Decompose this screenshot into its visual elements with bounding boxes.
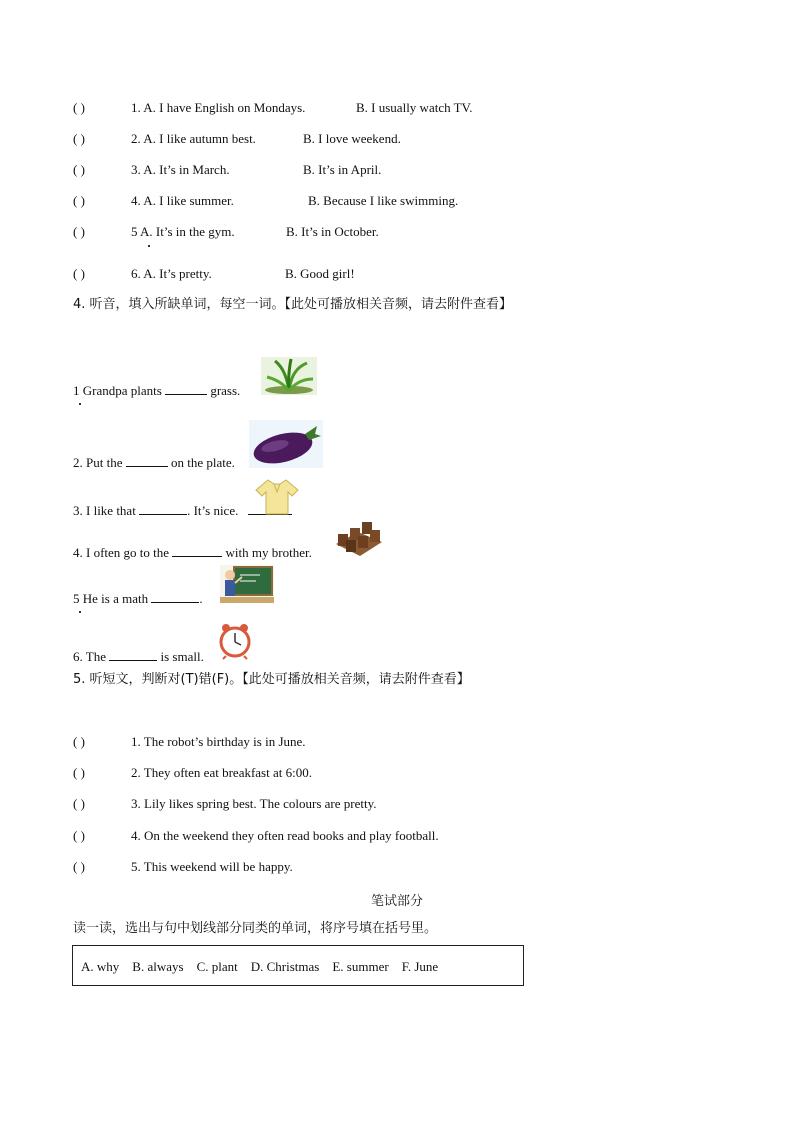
answer-blank[interactable]: [109, 648, 157, 661]
fill-item-5: 5 He is a math .: [73, 591, 203, 606]
tf-item-4: ( ) 4. On the weekend they often read books and play football.: [73, 828, 439, 843]
option-b: B. always: [132, 959, 184, 974]
answer-blank[interactable]: [139, 502, 187, 515]
option-e: E. summer: [332, 959, 389, 974]
shirt-icon: [254, 478, 300, 516]
option-a: 5 A. It’s in the gym.: [131, 224, 235, 239]
answer-paren[interactable]: ( ): [73, 859, 85, 874]
section-5-heading: 5. 听短文，判断对(T)错(F)。【此处可播放相关音频，请去附件查看】: [73, 672, 470, 687]
answer-paren[interactable]: ( ): [73, 266, 85, 281]
answer-paren[interactable]: ( ): [73, 796, 85, 811]
tf-item-5: ( ) 5. This weekend will be happy.: [73, 859, 293, 874]
option-b: B. I usually watch TV.: [356, 100, 473, 115]
fill-item-1: 1 Grandpa plants grass.: [73, 383, 241, 398]
choice-item-6: [73, 266, 355, 282]
teacher-icon: [220, 565, 274, 603]
answer-blank[interactable]: [172, 544, 222, 557]
alarm-clock-icon: [218, 622, 252, 660]
stray-dot: [79, 611, 81, 613]
eggplant-icon: [249, 420, 323, 468]
option-b: B. It’s in October.: [286, 224, 379, 239]
choice-item-3: [73, 162, 382, 178]
answer-paren[interactable]: ( ): [73, 162, 85, 177]
option-b: B. It’s in April.: [303, 162, 382, 177]
option-a: 1. A. I have English on Mondays.: [131, 100, 306, 115]
tf-item-1: ( ) 1. The robot’s birthday is in June.: [73, 734, 306, 749]
option-b: B. Good girl!: [285, 266, 355, 281]
grass-icon: [261, 357, 317, 395]
answer-paren[interactable]: ( ): [73, 765, 85, 780]
stray-dot: [79, 403, 81, 405]
library-books-icon: [332, 518, 384, 558]
answer-paren[interactable]: ( ): [73, 224, 85, 239]
word-options: [81, 959, 451, 975]
word-options-box: [72, 945, 524, 986]
option-b: B. I love weekend.: [303, 131, 401, 146]
answer-blank[interactable]: [165, 382, 207, 395]
fill-item-3: 3. I like that . It’s nice.: [73, 502, 292, 519]
written-part-title: 笔试部分: [370, 894, 423, 909]
choice-item-4: [73, 193, 459, 209]
option-f: F. June: [401, 959, 439, 974]
choice-item-2: [73, 131, 401, 147]
answer-paren[interactable]: ( ): [73, 131, 85, 146]
tf-item-3: ( ) 3. Lily likes spring best. The colours are pretty.: [73, 796, 377, 811]
option-d: D. Christmas: [250, 959, 320, 974]
answer-paren[interactable]: ( ): [73, 193, 85, 208]
choice-item-5: [73, 224, 379, 240]
tf-item-2: ( ) 2. They often eat breakfast at 6:00.: [73, 765, 312, 780]
option-b: B. Because I like swimming.: [308, 193, 459, 208]
fill-item-4: 4. I often go to the with my brother.: [73, 545, 312, 560]
option-a: 3. A. It’s in March.: [131, 162, 230, 177]
option-a: 2. A. I like autumn best.: [131, 131, 256, 146]
choice-item-1: [73, 100, 473, 116]
option-a: 4. A. I like summer.: [131, 193, 234, 208]
fill-item-2: 2. Put the on the plate.: [73, 455, 235, 470]
option-c: C. plant: [196, 959, 238, 974]
section-4-heading: 4. 听音，填入所缺单词，每空一词。【此处可播放相关音频，请去附件查看】: [73, 297, 513, 312]
fill-item-6: 6. The is small.: [73, 649, 204, 664]
answer-blank[interactable]: [151, 590, 199, 603]
option-a: A. why: [81, 959, 120, 974]
answer-paren[interactable]: ( ): [73, 828, 85, 843]
stray-dot: [148, 245, 150, 247]
answer-blank[interactable]: [126, 454, 168, 467]
answer-paren[interactable]: ( ): [73, 100, 85, 115]
answer-paren[interactable]: ( ): [73, 734, 85, 749]
option-a: 6. A. It’s pretty.: [131, 266, 212, 281]
written-instruction: 读一读，选出与句中划线部分同类的单词，将序号填在括号里。: [73, 921, 438, 936]
